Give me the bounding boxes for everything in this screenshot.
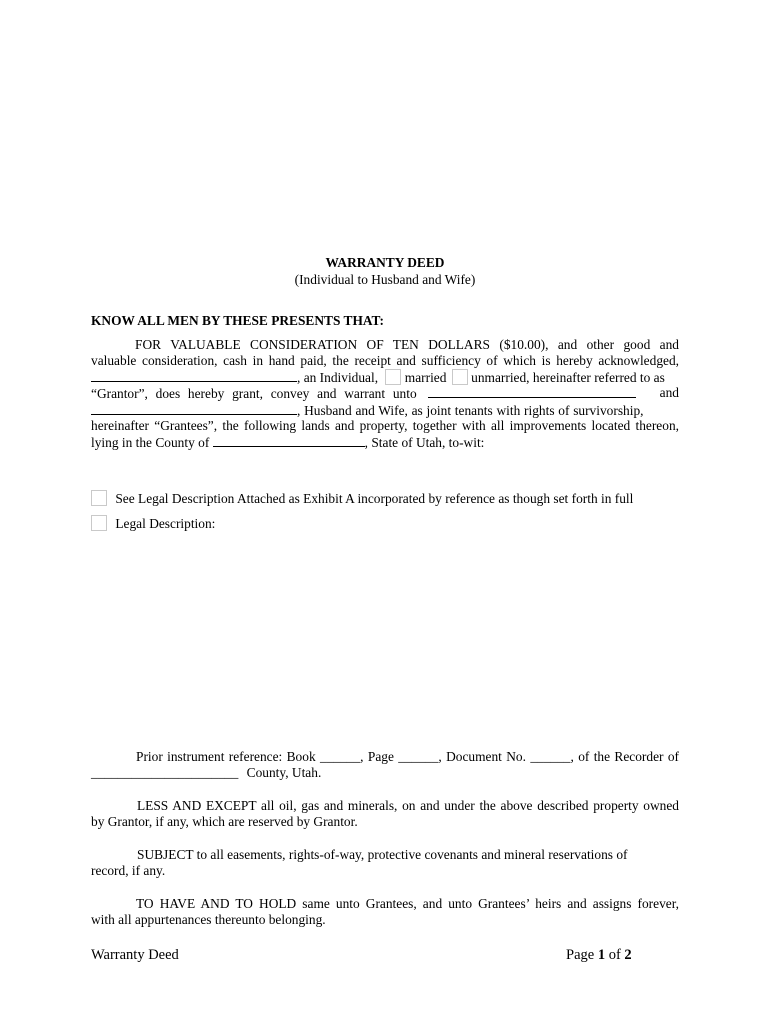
county-utah-text: County, Utah. — [246, 765, 322, 780]
legal-description-checkbox[interactable] — [91, 515, 107, 531]
page-prefix: Page — [566, 947, 595, 963]
page-total: 2 — [624, 947, 632, 963]
page-current: 1 — [597, 947, 606, 963]
para1-line3 — [91, 369, 679, 386]
grant-text: “Grantor”, does hereby grant, convey and warrant unto — [91, 386, 417, 401]
married-checkbox[interactable] — [385, 369, 401, 385]
para1-line6: hereinafter “Grantees”, the following lands and property, together with all improvements located thereon, — [91, 418, 679, 433]
less-except-line1: LESS AND EXCEPT all oil, gas and minerals, on and under the above described property owned — [137, 798, 679, 813]
husband-wife-text: , Husband and Wife, as joint tenants with rights of survivorship, — [297, 403, 644, 418]
para1-line5 — [91, 402, 679, 419]
less-except-line2: by Grantor, if any, which are reserved by Grantor. — [91, 814, 358, 829]
footer-page-number — [566, 947, 632, 964]
para1-line2: valuable consideration, cash in hand paid, the receipt and sufficiency of which is hereby acknowledged, — [91, 353, 679, 368]
habendum-line1: TO HAVE AND TO HOLD same unto Grantees, and unto Grantees’ heirs and assigns forever, — [136, 896, 679, 911]
legal-description-label: Legal Description: — [115, 516, 216, 531]
document-subtitle: (Individual to Husband and Wife) — [294, 272, 476, 287]
grantor-name-blank[interactable] — [91, 369, 297, 382]
para1-line1: FOR VALUABLE CONSIDERATION OF TEN DOLLARS ($10.00), and other good and — [135, 337, 679, 352]
prior-line2 — [91, 765, 321, 781]
prior-line1: Prior instrument reference: Book ______, Page ______, Document No. ______, of the Recorder of — [136, 749, 679, 764]
footer-doc-name: Warranty Deed — [91, 947, 179, 963]
exhibit-option — [91, 490, 633, 507]
document-title: WARRANTY DEED — [325, 255, 445, 270]
county-blank[interactable] — [213, 434, 365, 447]
exhibit-label: See Legal Description Attached as Exhibit A incorporated by reference as though set forth in full — [115, 491, 634, 506]
subject-paragraph — [91, 847, 679, 883]
prior-instrument-paragraph — [91, 749, 679, 785]
county-blank-2[interactable]: ______________________ — [91, 765, 239, 780]
legal-description-option — [91, 515, 215, 532]
exhibit-checkbox[interactable] — [91, 490, 107, 506]
married-label: married — [404, 370, 447, 385]
unmarried-label: unmarried, hereinafter referred to as — [471, 370, 665, 385]
subject-line2: record, if any. — [91, 863, 166, 878]
habendum-paragraph — [91, 896, 679, 932]
consideration-paragraph — [91, 337, 679, 457]
grantee-name-blank-2[interactable] — [91, 402, 297, 415]
grantee-name-blank-1[interactable] — [428, 385, 636, 398]
para1-line4 — [91, 385, 679, 402]
individual-text: , an Individual, — [297, 370, 379, 385]
para1-line7 — [91, 434, 484, 451]
less-except-paragraph — [91, 798, 679, 834]
habendum-line2: with all appurtenances thereunto belonging. — [91, 912, 326, 927]
and-text: and — [659, 385, 679, 400]
page-of: of — [608, 947, 621, 963]
county-label: lying in the County of — [91, 435, 210, 450]
state-text: , State of Utah, to-wit: — [364, 435, 485, 450]
intro-heading: KNOW ALL MEN BY THESE PRESENTS THAT: — [91, 313, 384, 328]
unmarried-checkbox[interactable] — [452, 369, 468, 385]
subject-line1: SUBJECT to all easements, rights-of-way, protective covenants and mineral reservations of — [137, 847, 628, 862]
